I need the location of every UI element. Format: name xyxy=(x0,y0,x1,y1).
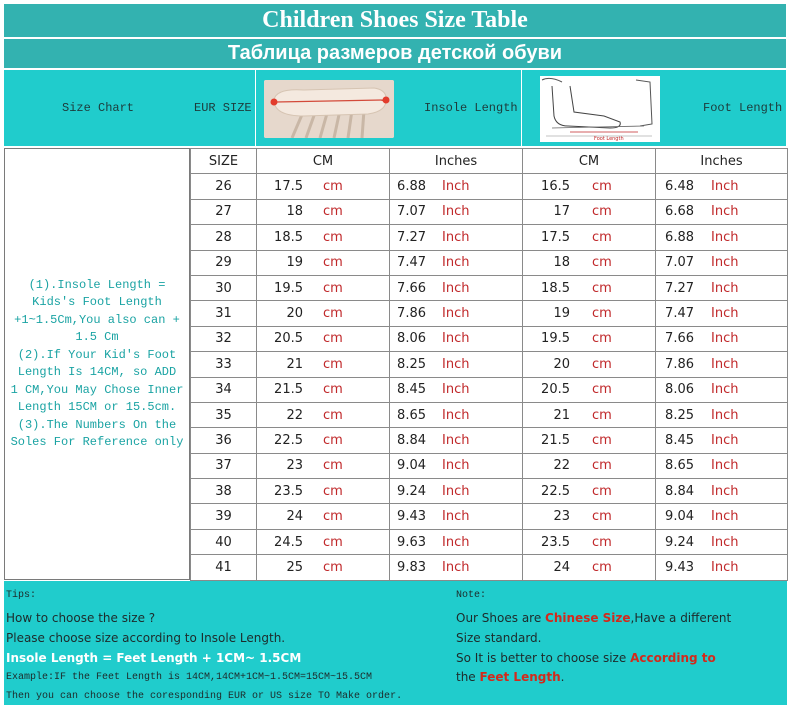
footer-band xyxy=(4,581,787,705)
insole-cm-cell xyxy=(257,250,390,275)
note-chinese-size: Chinese Size xyxy=(545,611,631,625)
insole-inch-cell xyxy=(390,250,523,275)
foot-inch-cell xyxy=(656,428,788,453)
size-notes-panel xyxy=(4,148,190,580)
col-header-insole-inches: Inches xyxy=(390,149,523,174)
foot-inch-value: 8.84 xyxy=(665,483,694,499)
insole-inch-cell xyxy=(390,402,523,427)
insole-cm-value: 18 xyxy=(286,204,303,220)
header-divider xyxy=(255,70,256,146)
inch-unit-label: Inch xyxy=(442,229,470,245)
foot-inch-cell xyxy=(656,174,788,199)
foot-length-caption: Foot Length xyxy=(594,136,624,142)
foot-cm-value: 18.5 xyxy=(541,280,570,296)
foot-cm-value: 17.5 xyxy=(541,229,570,245)
table-row xyxy=(191,402,788,427)
title-bar xyxy=(4,4,786,38)
foot-inch-cell xyxy=(656,529,788,554)
insole-cm-value: 25 xyxy=(286,559,303,575)
foot-inch-cell xyxy=(656,352,788,377)
insole-inch-value: 9.43 xyxy=(397,509,426,525)
inch-unit-label: Inch xyxy=(442,382,470,398)
cm-unit-label: cm xyxy=(323,306,343,322)
cm-unit-label: cm xyxy=(592,458,612,474)
inch-unit-label: Inch xyxy=(442,255,470,271)
note-line-1-c: ,Have a different xyxy=(630,611,732,625)
note-according-to: According to xyxy=(630,651,716,665)
foot-cm-cell xyxy=(523,529,656,554)
inch-unit-label: Inch xyxy=(442,458,470,474)
foot-cm-cell xyxy=(523,250,656,275)
foot-inch-cell xyxy=(656,453,788,478)
insole-inch-value: 7.27 xyxy=(397,229,426,245)
table-row xyxy=(191,199,788,224)
foot-cm-value: 22.5 xyxy=(541,483,570,499)
inch-unit-label: Inch xyxy=(711,559,739,575)
foot-cm-value: 21.5 xyxy=(541,432,570,448)
inch-unit-label: Inch xyxy=(442,331,470,347)
insole-cm-value: 24 xyxy=(286,509,303,525)
insole-inch-cell xyxy=(390,326,523,351)
foot-inch-value: 6.48 xyxy=(665,179,694,195)
inch-unit-label: Inch xyxy=(442,534,470,550)
table-row xyxy=(191,275,788,300)
insole-inch-cell xyxy=(390,301,523,326)
insole-inch-value: 7.07 xyxy=(397,204,426,220)
inch-unit-label: Inch xyxy=(711,356,739,372)
note-line-3-a: So It is better to choose size xyxy=(456,651,631,665)
foot-inch-value: 6.68 xyxy=(665,204,694,220)
foot-inch-value: 8.45 xyxy=(665,432,694,448)
inch-unit-label: Inch xyxy=(442,306,470,322)
foot-inch-cell xyxy=(656,250,788,275)
insole-cm-value: 24.5 xyxy=(274,534,303,550)
foot-cm-value: 17 xyxy=(553,204,570,220)
insole-cm-cell xyxy=(257,377,390,402)
page-title: Children Shoes Size Table xyxy=(262,7,528,33)
insole-cm-value: 20 xyxy=(286,306,303,322)
insole-inch-cell xyxy=(390,479,523,504)
inch-unit-label: Inch xyxy=(711,331,739,347)
table-row xyxy=(191,555,788,580)
foot-illustration xyxy=(540,76,660,142)
inch-unit-label: Inch xyxy=(711,255,739,271)
insole-inch-cell xyxy=(390,453,523,478)
size-cell: 41 xyxy=(191,555,257,580)
cm-unit-label: cm xyxy=(592,255,612,271)
insole-cm-value: 20.5 xyxy=(274,331,303,347)
table-row xyxy=(191,352,788,377)
tips-section xyxy=(4,581,450,705)
size-cell: 35 xyxy=(191,402,257,427)
foot-measure-image xyxy=(540,76,660,142)
insole-inch-value: 9.83 xyxy=(397,559,426,575)
col-header-insole-cm: CM xyxy=(257,149,390,174)
size-cell: 36 xyxy=(191,428,257,453)
insole-inch-cell xyxy=(390,428,523,453)
cm-unit-label: cm xyxy=(592,382,612,398)
insole-inch-cell xyxy=(390,174,523,199)
foot-inch-value: 7.47 xyxy=(665,306,694,322)
foot-inch-cell xyxy=(656,504,788,529)
foot-cm-value: 18 xyxy=(553,255,570,271)
foot-cm-cell xyxy=(523,199,656,224)
insole-cm-value: 22.5 xyxy=(274,432,303,448)
tips-label: Tips: xyxy=(6,590,37,601)
note-line-1-a: Our Shoes are xyxy=(456,611,546,625)
note-feet-length: Feet Length xyxy=(479,670,561,684)
insole-inch-value: 8.84 xyxy=(397,432,426,448)
insole-cm-cell xyxy=(257,504,390,529)
cm-unit-label: cm xyxy=(592,407,612,423)
table-row xyxy=(191,377,788,402)
cm-unit-label: cm xyxy=(592,356,612,372)
insole-cm-cell xyxy=(257,199,390,224)
foot-cm-cell xyxy=(523,352,656,377)
foot-inch-value: 8.25 xyxy=(665,407,694,423)
cm-unit-label: cm xyxy=(323,534,343,550)
inch-unit-label: Inch xyxy=(711,382,739,398)
insole-cm-cell xyxy=(257,555,390,580)
subtitle-bar xyxy=(4,39,786,68)
col-header-foot-inches: Inches xyxy=(656,149,788,174)
foot-cm-value: 20.5 xyxy=(541,382,570,398)
size-cell: 33 xyxy=(191,352,257,377)
insole-cm-value: 18.5 xyxy=(274,229,303,245)
insole-cm-cell xyxy=(257,326,390,351)
cm-unit-label: cm xyxy=(323,204,343,220)
insole-cm-value: 21 xyxy=(286,356,303,372)
col-header-size: SIZE xyxy=(191,149,257,174)
tips-then: Then you can choose the coresponding EUR or US size TO Make order. xyxy=(6,691,403,702)
inch-unit-label: Inch xyxy=(442,204,470,220)
inch-unit-label: Inch xyxy=(442,280,470,296)
insole-cm-value: 19 xyxy=(286,255,303,271)
insole-inch-value: 8.06 xyxy=(397,331,426,347)
inch-unit-label: Inch xyxy=(711,534,739,550)
foot-cm-cell xyxy=(523,402,656,427)
foot-cm-cell xyxy=(523,479,656,504)
insole-cm-value: 23.5 xyxy=(274,483,303,499)
size-cell: 34 xyxy=(191,377,257,402)
cm-unit-label: cm xyxy=(323,280,343,296)
insole-cm-cell xyxy=(257,479,390,504)
foot-inch-value: 8.65 xyxy=(665,458,694,474)
foot-inch-cell xyxy=(656,377,788,402)
foot-inch-cell xyxy=(656,199,788,224)
foot-inch-value: 7.07 xyxy=(665,255,694,271)
cm-unit-label: cm xyxy=(592,483,612,499)
inch-unit-label: Inch xyxy=(442,432,470,448)
insole-inch-value: 8.45 xyxy=(397,382,426,398)
cm-unit-label: cm xyxy=(323,432,343,448)
insole-cm-cell xyxy=(257,529,390,554)
insole-illustration xyxy=(264,80,394,138)
note-line-4 xyxy=(456,670,564,684)
foot-cm-value: 19 xyxy=(553,306,570,322)
size-cell: 30 xyxy=(191,275,257,300)
foot-cm-cell xyxy=(523,225,656,250)
foot-cm-value: 19.5 xyxy=(541,331,570,347)
insole-cm-value: 21.5 xyxy=(274,382,303,398)
cm-unit-label: cm xyxy=(323,331,343,347)
cm-unit-label: cm xyxy=(592,432,612,448)
size-table xyxy=(190,148,788,581)
cm-unit-label: cm xyxy=(592,229,612,245)
cm-unit-label: cm xyxy=(592,509,612,525)
insole-inch-value: 9.04 xyxy=(397,458,426,474)
insole-cm-value: 23 xyxy=(286,458,303,474)
insole-cm-cell xyxy=(257,225,390,250)
size-chart-label: Size Chart xyxy=(62,101,135,115)
inch-unit-label: Inch xyxy=(442,179,470,195)
foot-inch-value: 6.88 xyxy=(665,229,694,245)
inch-unit-label: Inch xyxy=(711,280,739,296)
foot-inch-cell xyxy=(656,326,788,351)
note-line-4-a: the xyxy=(456,670,480,684)
size-cell: 27 xyxy=(191,199,257,224)
insole-cm-cell xyxy=(257,402,390,427)
foot-cm-value: 16.5 xyxy=(541,179,570,195)
cm-unit-label: cm xyxy=(323,407,343,423)
foot-inch-value: 7.27 xyxy=(665,280,694,296)
table-row xyxy=(191,250,788,275)
note-label: Note: xyxy=(456,590,487,601)
cm-unit-label: cm xyxy=(323,483,343,499)
insole-cm-cell xyxy=(257,428,390,453)
insole-cm-value: 19.5 xyxy=(274,280,303,296)
foot-inch-cell xyxy=(656,555,788,580)
foot-inch-cell xyxy=(656,275,788,300)
insole-cm-cell xyxy=(257,301,390,326)
size-cell: 38 xyxy=(191,479,257,504)
cm-unit-label: cm xyxy=(323,559,343,575)
cm-unit-label: cm xyxy=(592,559,612,575)
insole-length-label: Insole Length xyxy=(424,101,518,115)
size-cell: 29 xyxy=(191,250,257,275)
insole-inch-cell xyxy=(390,377,523,402)
table-header-row xyxy=(191,149,788,174)
foot-length-label: Foot Length xyxy=(703,101,783,115)
table-row xyxy=(191,301,788,326)
table-row xyxy=(191,504,788,529)
size-cell: 32 xyxy=(191,326,257,351)
insole-inch-value: 6.88 xyxy=(397,179,426,195)
cm-unit-label: cm xyxy=(323,179,343,195)
insole-inch-cell xyxy=(390,199,523,224)
foot-cm-cell xyxy=(523,428,656,453)
inch-unit-label: Inch xyxy=(711,204,739,220)
insole-inch-cell xyxy=(390,555,523,580)
header-band xyxy=(4,70,786,146)
foot-inch-cell xyxy=(656,479,788,504)
foot-inch-value: 8.06 xyxy=(665,382,694,398)
inch-unit-label: Inch xyxy=(711,407,739,423)
size-cell: 26 xyxy=(191,174,257,199)
insole-inch-cell xyxy=(390,504,523,529)
size-cell: 39 xyxy=(191,504,257,529)
col-header-foot-cm: CM xyxy=(523,149,656,174)
foot-inch-value: 9.24 xyxy=(665,534,694,550)
table-row xyxy=(191,225,788,250)
foot-inch-value: 7.66 xyxy=(665,331,694,347)
size-cell: 31 xyxy=(191,301,257,326)
size-cell: 28 xyxy=(191,225,257,250)
tips-formula: Insole Length = Feet Length + 1CM~ 1.5CM xyxy=(6,651,302,665)
table-row xyxy=(191,479,788,504)
insole-cm-value: 17.5 xyxy=(274,179,303,195)
foot-cm-cell xyxy=(523,174,656,199)
cm-unit-label: cm xyxy=(323,382,343,398)
foot-cm-value: 20 xyxy=(553,356,570,372)
insole-cm-cell xyxy=(257,352,390,377)
inch-unit-label: Inch xyxy=(711,483,739,499)
cm-unit-label: cm xyxy=(592,331,612,347)
foot-inch-value: 7.86 xyxy=(665,356,694,372)
insole-inch-value: 9.24 xyxy=(397,483,426,499)
inch-unit-label: Inch xyxy=(442,559,470,575)
table-row xyxy=(191,453,788,478)
foot-inch-cell xyxy=(656,225,788,250)
cm-unit-label: cm xyxy=(323,509,343,525)
inch-unit-label: Inch xyxy=(442,483,470,499)
insole-inch-value: 8.25 xyxy=(397,356,426,372)
cm-unit-label: cm xyxy=(592,306,612,322)
tips-example: Example:IF the Feet Length is 14CM,14CM+1CM~1.5CM=15CM~15.5CM xyxy=(6,672,373,683)
inch-unit-label: Inch xyxy=(711,458,739,474)
note-section xyxy=(454,581,787,705)
foot-cm-cell xyxy=(523,275,656,300)
eur-size-label: EUR SIZE xyxy=(194,101,252,115)
insole-inch-value: 7.66 xyxy=(397,280,426,296)
cm-unit-label: cm xyxy=(592,280,612,296)
inch-unit-label: Inch xyxy=(711,509,739,525)
foot-cm-value: 21 xyxy=(553,407,570,423)
note-line-4-c: . xyxy=(560,670,565,684)
foot-cm-value: 24 xyxy=(553,559,570,575)
foot-cm-value: 23 xyxy=(553,509,570,525)
size-notes-text: (1).Insole Length = Kids's Foot Length +1~1.5Cm,You also can + 1.5 Cm (2).If Your Kid's Foot Length Is 14CM, so ADD 1 CM,You May Chose Inner Length 15CM or 15.5cm. (3).The Numbers On the Soles For Reference only xyxy=(10,277,184,449)
note-line-1 xyxy=(456,611,731,625)
insole-inch-cell xyxy=(390,352,523,377)
inch-unit-label: Inch xyxy=(442,356,470,372)
table-row xyxy=(191,326,788,351)
cm-unit-label: cm xyxy=(323,458,343,474)
size-cell: 40 xyxy=(191,529,257,554)
header-divider xyxy=(521,70,522,146)
insole-inch-cell xyxy=(390,275,523,300)
foot-inch-cell xyxy=(656,301,788,326)
foot-inch-cell xyxy=(656,402,788,427)
size-table-body xyxy=(191,174,788,580)
insole-cm-cell xyxy=(257,174,390,199)
cm-unit-label: cm xyxy=(323,255,343,271)
note-line-2: Size standard. xyxy=(456,631,542,645)
insole-inch-value: 7.47 xyxy=(397,255,426,271)
insole-inch-value: 9.63 xyxy=(397,534,426,550)
insole-inch-cell xyxy=(390,225,523,250)
insole-inch-cell xyxy=(390,529,523,554)
inch-unit-label: Inch xyxy=(442,509,470,525)
foot-inch-value: 9.04 xyxy=(665,509,694,525)
cm-unit-label: cm xyxy=(323,229,343,245)
foot-cm-cell xyxy=(523,377,656,402)
foot-cm-cell xyxy=(523,453,656,478)
foot-cm-value: 23.5 xyxy=(541,534,570,550)
insole-image xyxy=(264,80,394,138)
tips-line-2: Please choose size according to Insole Length. xyxy=(6,631,286,645)
insole-inch-value: 7.86 xyxy=(397,306,426,322)
table-row xyxy=(191,529,788,554)
inch-unit-label: Inch xyxy=(711,432,739,448)
cm-unit-label: cm xyxy=(323,356,343,372)
foot-cm-cell xyxy=(523,504,656,529)
inch-unit-label: Inch xyxy=(442,407,470,423)
insole-cm-cell xyxy=(257,275,390,300)
note-line-3 xyxy=(456,651,716,665)
insole-cm-value: 22 xyxy=(286,407,303,423)
tips-line-1: How to choose the size ? xyxy=(6,611,156,625)
inch-unit-label: Inch xyxy=(711,179,739,195)
cm-unit-label: cm xyxy=(592,179,612,195)
foot-cm-cell xyxy=(523,326,656,351)
cm-unit-label: cm xyxy=(592,204,612,220)
insole-cm-cell xyxy=(257,453,390,478)
foot-cm-value: 22 xyxy=(553,458,570,474)
foot-cm-cell xyxy=(523,301,656,326)
size-cell: 37 xyxy=(191,453,257,478)
inch-unit-label: Inch xyxy=(711,229,739,245)
insole-inch-value: 8.65 xyxy=(397,407,426,423)
table-row xyxy=(191,428,788,453)
inch-unit-label: Inch xyxy=(711,306,739,322)
foot-cm-cell xyxy=(523,555,656,580)
page-subtitle: Таблица размеров детской обуви xyxy=(227,42,563,64)
table-row xyxy=(191,174,788,199)
cm-unit-label: cm xyxy=(592,534,612,550)
foot-inch-value: 9.43 xyxy=(665,559,694,575)
